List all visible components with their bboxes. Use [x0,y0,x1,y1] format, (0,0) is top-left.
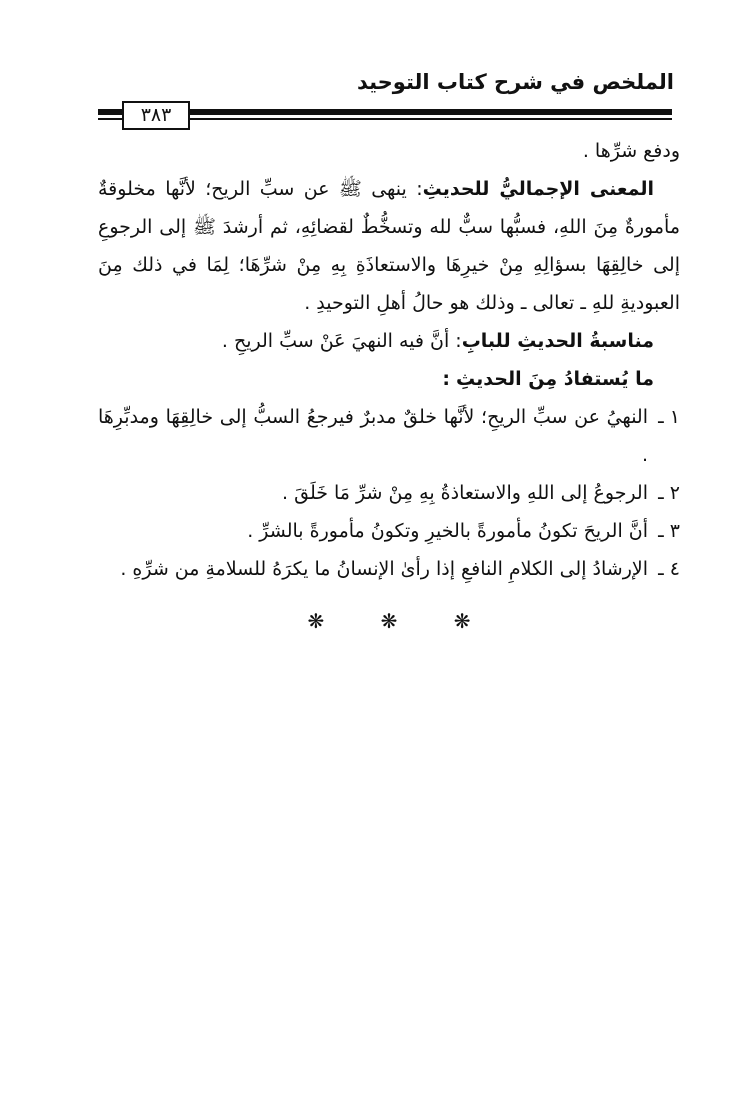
list-item [98,474,680,512]
summary-heading: المعنى الإجماليُّ للحديثِ [422,178,654,200]
list-item-number: ٤ ـ [658,558,680,580]
continuation-paragraph: ودفع شرِّها . [582,140,680,162]
relevance-paragraph [98,322,680,360]
header-rule [98,103,672,130]
running-header-title: الملخص في شرح كتاب التوحيد [356,70,674,94]
list-item-number: ٣ ـ [658,520,680,542]
page-number: ٣٨٣ [122,101,190,130]
separator-star-icon: ❋ [307,609,325,633]
relevance-heading: مناسبةُ الحديثِ للبابِ [461,330,654,352]
list-item [98,512,680,550]
list-item-text: الإرشادُ إلى الكلامِ النافعِ إذا رأىٰ الإنسانُ ما يكرَهُ للسلامةِ من شرِّهِ . [120,558,648,580]
page-content [98,132,680,640]
list-item [98,398,680,474]
summary-text: : ينهى ﷺ عن سبِّ الريح؛ لأنَّها مخلوقةٌ مأمورةٌ مِنَ اللهِ، فسبُّها سبٌّ لله وتسخُّطٌ لقضائِهِ، ثم أرشدَ ﷺ إلى الرجوعِ إلى خالِقِهَا بسؤالِهِ مِنْ خيرِهَا والاستعاذَةِ بِهِ مِنْ شرِّهَا؛ لِمَا في ذلك مِنَ العبوديةِ للهِ ـ تعالى ـ وذلك هو حالُ أهلِ التوحيدِ . [98,178,680,314]
relevance-text: : أنَّ فيه النهيَ عَنْ سبِّ الريحِ . [221,330,462,352]
separator-star-icon: ❋ [380,609,398,633]
section-separator [98,602,680,640]
benefits-heading: ما يُستفادُ مِنَ الحديثِ [456,368,654,390]
list-item-text: النهيُ عن سبِّ الريحِ؛ لأنَّها خلقٌ مدبرٌ فيرجعُ السبُّ إلى خالِقِهَا ومدبِّرِهَا . [98,406,648,466]
summary-paragraph [98,170,680,322]
list-item-number: ٢ ـ [658,482,680,504]
benefits-heading-line [98,360,680,398]
list-item [98,550,680,588]
list-item-number: ١ ـ [658,406,680,428]
separator-star-icon: ❋ [453,609,471,633]
benefits-heading-colon: : [442,368,450,390]
list-item-text: أنَّ الريحَ تكونُ مأمورةً بالخيرِ وتكونُ مأمورةً بالشرِّ . [247,520,648,542]
list-item-text: الرجوعُ إلى اللهِ والاستعاذةُ بِهِ مِنْ شرِّ مَا خَلَقَ . [282,482,648,504]
